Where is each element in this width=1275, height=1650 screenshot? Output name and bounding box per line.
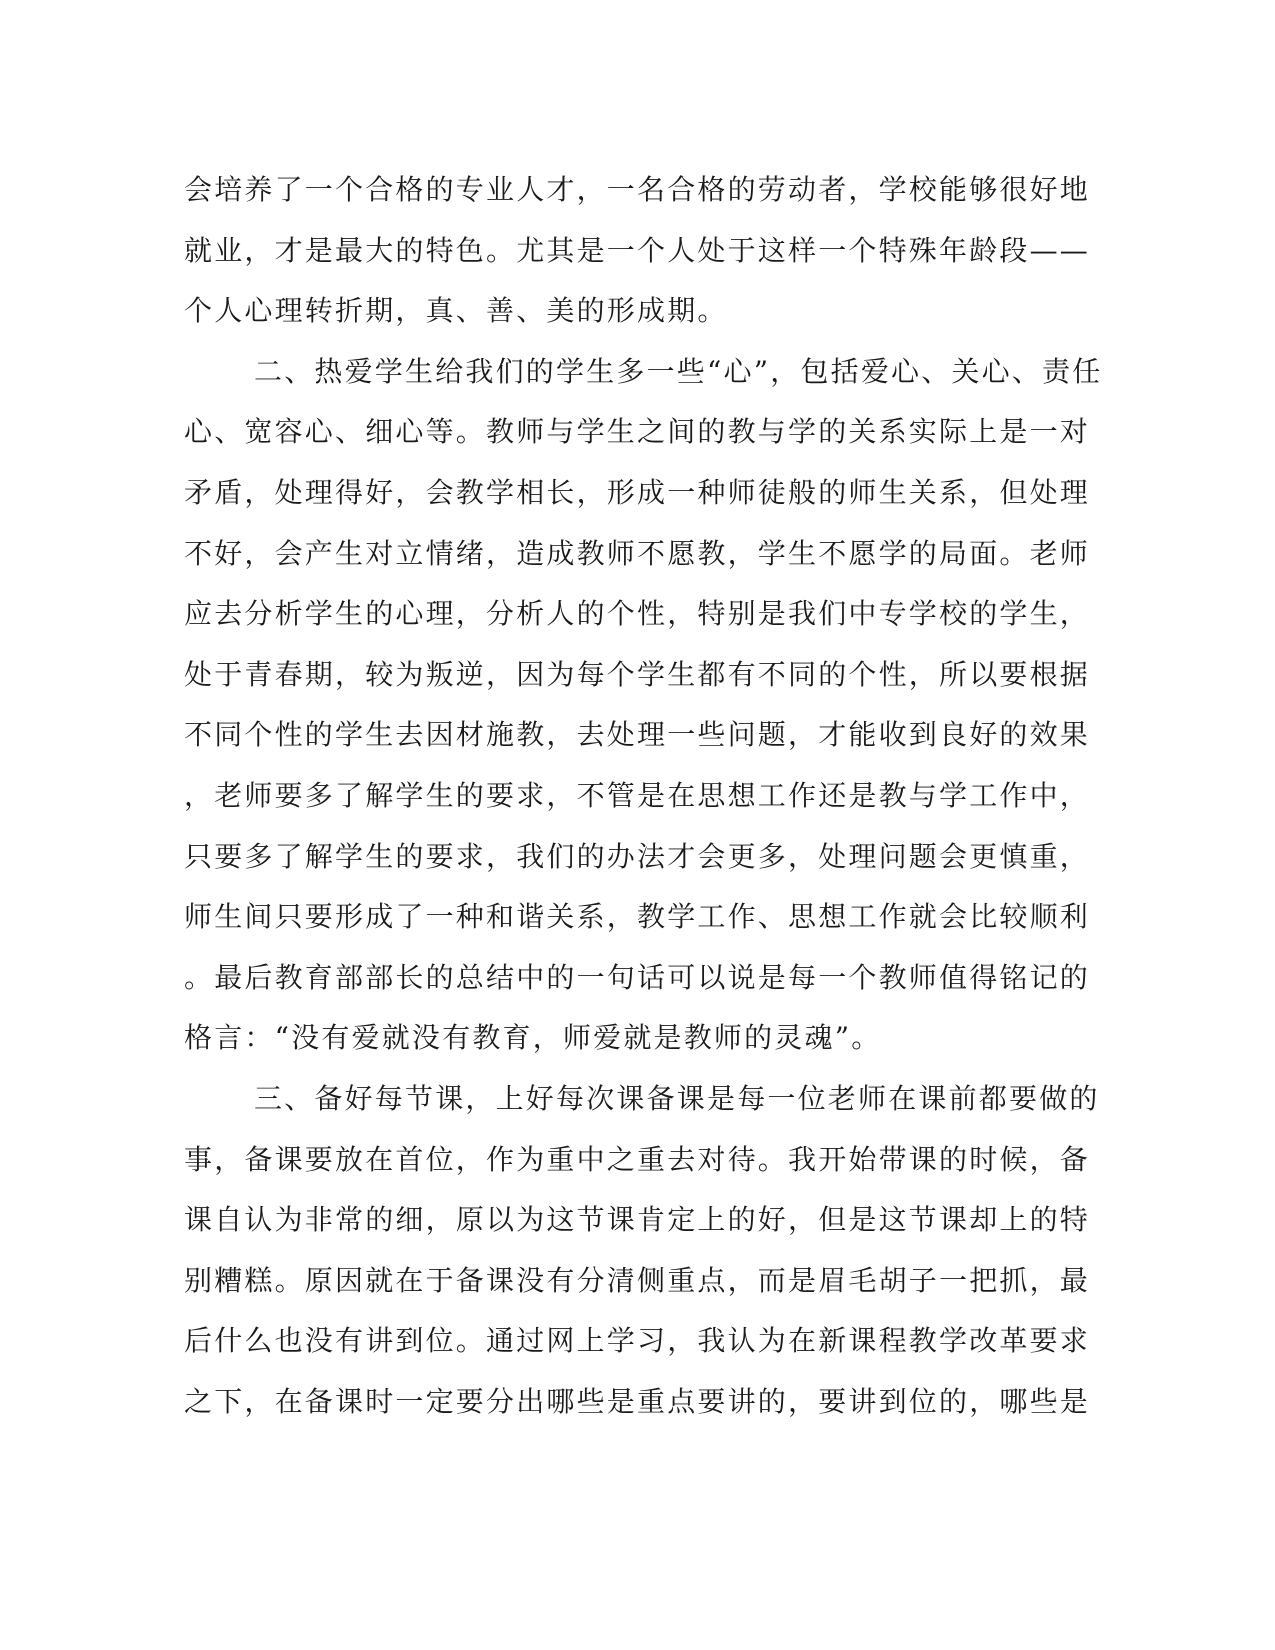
text-line: 后什么也没有讲到位。通过网上学习，我认为在新课程教学改革要求 [184,1324,1091,1358]
text-line: 只要多了解学生的要求，我们的办法才会更多，处理问题会更慎重， [184,839,1091,873]
text-line: 之下，在备课时一定要分出哪些是重点要讲的，要讲到位的，哪些是 [184,1384,1091,1418]
paragraph-3-first-line: 三、备好每节课，上好每次课备课是每一位老师在课前都要做的 [254,1081,1100,1115]
text-line: 格言：“没有爱就没有教育，师爱就是教师的灵魂”。 [184,1021,882,1055]
text-line: 事，备课要放在首位，作为重中之重去对待。我开始带课的时候，备 [184,1142,1091,1176]
text-line: 就业，才是最大的特色。尤其是一个人处于这样一个特殊年龄段—— [184,233,1091,267]
paragraph-2-first-line: 二、热爱学生给我们的学生多一些“心”，包括爱心、关心、责任 [254,354,1103,388]
text-line: 个人心理转折期，真、善、美的形成期。 [184,294,728,328]
text-line: ，老师要多了解学生的要求，不管是在思想工作还是教与学工作中， [184,778,1091,812]
text-line: 会培养了一个合格的专业人才，一名合格的劳动者，学校能够很好地 [184,173,1091,206]
text-line: 心、宽容心、细心等。教师与学生之间的教与学的关系实际上是一对 [184,415,1091,449]
body-text [184,160,1103,1432]
text-line: 课自认为非常的细，原以为这节课肯定上的好，但是这节课却上的特 [184,1203,1091,1237]
text-line: 处于青春期，较为叛逆，因为每个学生都有不同的个性，所以要根据 [184,657,1091,691]
text-line: 应去分析学生的心理，分析人的个性，特别是我们中专学校的学生， [184,597,1091,631]
text-line: 别糟糕。原因就在于备课没有分清侧重点，而是眉毛胡子一把抓，最 [184,1263,1091,1297]
text-line: 不同个性的学生去因材施教，去处理一些问题，才能收到良好的效果 [184,718,1091,752]
text-line: 矛盾，处理得好，会教学相长，形成一种师徒般的师生关系，但处理 [184,475,1091,509]
text-line: 。最后教育部部长的总结中的一句话可以说是每一个教师值得铭记的 [184,960,1091,994]
text-line: 不好，会产生对立情绪，造成教师不愿教，学生不愿学的局面。老师 [184,536,1091,570]
text-line: 师生间只要形成了一种和谐关系，教学工作、思想工作就会比较顺利 [184,900,1091,934]
